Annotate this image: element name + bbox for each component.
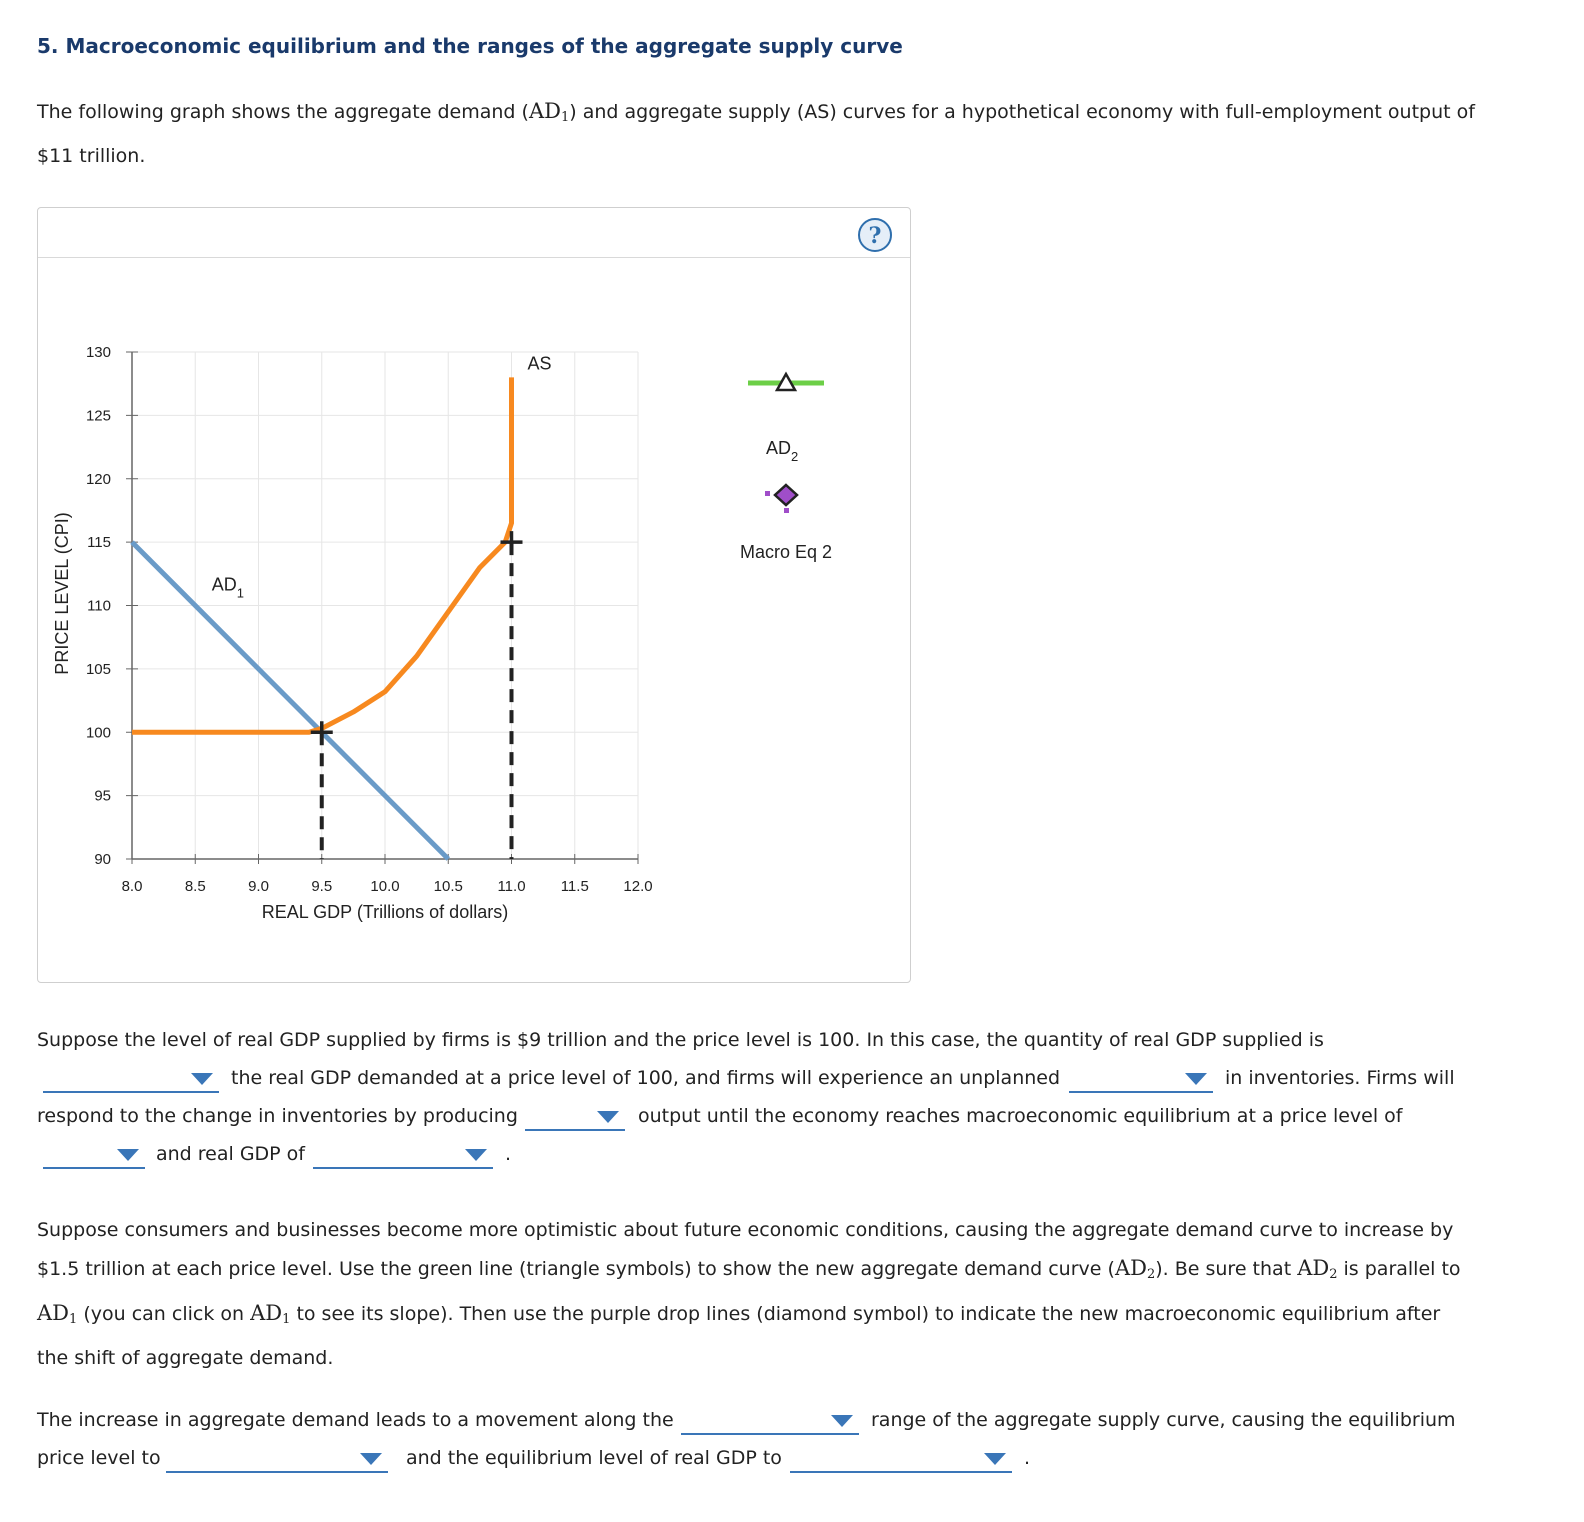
chevron-down-icon xyxy=(191,1073,213,1085)
x-tick-label: 8.0 xyxy=(121,878,143,895)
intro-text-3: $11 trillion. xyxy=(37,145,146,167)
macro-eq-tool-dot-v[interactable] xyxy=(784,508,789,513)
q3-dropdown-gdp-change[interactable] xyxy=(790,1445,1012,1473)
x-tick-label: 12.0 xyxy=(623,878,653,895)
ad2-tool-label-sub: 2 xyxy=(791,449,799,464)
y-tick-label: 90 xyxy=(94,851,111,868)
chart-labels xyxy=(52,344,653,922)
y-axis-title: PRICE LEVEL (CPI) xyxy=(52,512,72,675)
intro-text-2: ) and aggregate supply (AS) curves for a hypothetical economy with full-employment output of xyxy=(569,101,1475,123)
chevron-down-icon xyxy=(831,1415,853,1427)
y-tick-label: 115 xyxy=(87,534,111,552)
q3-text-5: . xyxy=(1024,1447,1031,1469)
q1-dropdown-comparison[interactable] xyxy=(43,1065,219,1093)
y-tick-label: 105 xyxy=(85,660,111,678)
chevron-down-icon xyxy=(1185,1073,1207,1085)
ad1-symbol-c: $AD_1$ xyxy=(250,1301,291,1327)
q3-text-2: range of the aggregate supply curve, causing the equilibrium xyxy=(871,1409,1456,1431)
ad2-symbol-b: $AD_2$ xyxy=(1297,1256,1338,1282)
q1-dropdown-real-gdp[interactable] xyxy=(313,1141,493,1169)
chart-drop-lines xyxy=(311,531,523,859)
q3-text-1: The increase in aggregate demand leads to a movement along the xyxy=(37,1409,674,1431)
graph-panel xyxy=(37,207,911,983)
ad1-symbol-b: $AD_1$ xyxy=(37,1301,78,1327)
x-tick-label: 10.5 xyxy=(433,878,463,895)
y-tick-label: 100 xyxy=(85,724,111,742)
chevron-down-icon xyxy=(984,1453,1006,1465)
q1-text-3: in inventories. Firms will xyxy=(1225,1067,1455,1089)
as-label: AS xyxy=(527,353,552,374)
q2-paragraph: Suppose consumers and businesses become more optimistic about future economic conditions, causing the aggregate demand curve to increase by $1.5 trillion at each price level. Use the green line (triangle symbols) to show the new aggregate demand curve $(AD_2)$. Be sure that $AD_2$ is parallel to $AD_1$ (you can click on $AD_1$ to see its slope). Then use the purple drop lines (diamond symbol) to indicate the new macroeconomic equilibrium after the shift of aggregate demand. xyxy=(37,1219,1461,1369)
intro-text-1: The following graph shows the aggregate demand ( xyxy=(37,101,529,123)
q1-text-5: output until the economy reaches macroeconomic equilibrium at a price level of xyxy=(638,1105,1403,1127)
help-icon[interactable]: ? xyxy=(858,218,892,252)
diamond-icon[interactable] xyxy=(775,485,797,505)
x-tick-label: 8.5 xyxy=(184,878,206,895)
x-axis-title: REAL GDP (Trillions of dollars) xyxy=(261,902,509,922)
q1-text-2: the real GDP demanded at a price level of 100, and firms will experience an unplanned xyxy=(231,1067,1061,1089)
chevron-down-icon xyxy=(465,1149,487,1161)
y-tick-label: 95 xyxy=(94,787,111,805)
chevron-down-icon xyxy=(597,1111,619,1123)
intro-paragraph xyxy=(37,92,1557,175)
q1-text-6: and real GDP of xyxy=(156,1143,305,1165)
q1-line-1: Suppose the level of real GDP supplied by firms is $9 trillion and the price level is 100. In this case, the quantity of real GDP supplied is xyxy=(37,1029,1324,1051)
q3-text-4: and the equilibrium level of real GDP to xyxy=(406,1447,782,1469)
x-tick-label: 11.0 xyxy=(497,878,526,895)
ad2-tool-label: $AD_2$ xyxy=(766,438,799,464)
ad1-symbol: $AD_1$ xyxy=(528,99,570,125)
q3-text-3: price level to xyxy=(37,1447,161,1469)
chart-axes xyxy=(126,352,638,864)
ad2-symbol: $AD_2$ xyxy=(1114,1256,1156,1282)
ad1-label-sub: 1 xyxy=(236,585,244,601)
chart-svg[interactable] xyxy=(38,208,910,982)
chevron-down-icon xyxy=(117,1149,139,1161)
chevron-down-icon xyxy=(360,1453,382,1465)
page-title: 5. Macroeconomic equilibrium and the ranges of the aggregate supply curve xyxy=(37,34,903,58)
q3-dropdown-price-change[interactable] xyxy=(166,1445,388,1473)
y-tick-label: 120 xyxy=(85,470,111,488)
macro-eq-tool-label: Macro Eq 2 xyxy=(739,542,833,562)
q1-text-4: respond to the change in inventories by producing xyxy=(37,1105,518,1127)
y-tick-label: 130 xyxy=(85,344,111,361)
y-tick-label: 110 xyxy=(87,597,111,615)
x-tick-label: 11.5 xyxy=(560,878,589,895)
q1-dropdown-price-level[interactable] xyxy=(43,1141,145,1169)
q1-text-7: . xyxy=(505,1143,512,1165)
q1-dropdown-output-direction[interactable] xyxy=(525,1103,625,1131)
chart-grid xyxy=(132,352,638,859)
x-tick-label: 10.0 xyxy=(370,878,400,895)
ad1-curve[interactable] xyxy=(132,542,448,859)
x-tick-label: 9.5 xyxy=(311,878,333,895)
ad1-label: $AD_1$ xyxy=(211,574,244,601)
chart-tool-palette xyxy=(740,374,832,562)
x-tick-label: 9.0 xyxy=(248,878,269,895)
y-tick-label: 125 xyxy=(85,407,111,425)
q3-dropdown-as-range[interactable] xyxy=(681,1407,859,1435)
q1-dropdown-inventory-change[interactable] xyxy=(1069,1065,1213,1093)
macro-eq-tool-dot-h[interactable] xyxy=(765,491,770,496)
